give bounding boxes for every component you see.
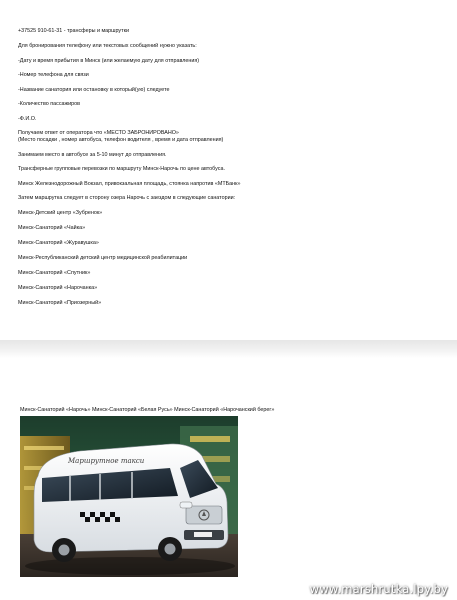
page-divider [0, 340, 457, 358]
transfer-note: Трансферные групповые перевозки по маршруту Минск-Нарочь по цене автобуса. [18, 166, 225, 172]
van-sign-text: Маршрутное такси [68, 457, 145, 465]
sanatorium-caption: Минск-Санаторий «Нарочь» Минск-Санаторий «Белая Русь» Минск-Санаторий «Нарочанский берег» [20, 407, 275, 413]
route-intro: Затем маршрутка следует в сторону озера Нарочь с заездом в следующие санатории: [18, 195, 236, 201]
stop-item: Минск-Санаторий «Приозерный» [18, 300, 102, 306]
stop-item: Минск-Санаторий «Спутник» [18, 270, 91, 276]
phone-line: +37525 910-61-31 - трансферы и маршрутки [18, 28, 129, 34]
departure-point: Минск Железнодорожный Вокзал, привокзальная площадь, стоянка напротив «МТБанк» [18, 181, 241, 187]
requirement-phone: -Номер телефона для связи [18, 72, 89, 78]
stop-item: Минск-Санаторий «Журавушка» [18, 240, 99, 246]
requirement-date: -Дату и время прибытия в Минск (или желаемую дату для отправления) [18, 58, 200, 64]
requirement-sanatorium: -Название санатория или остановку в который(ую) следуете [18, 87, 170, 93]
booking-intro: Для бронирования телефону или текстовых сообщений нужно указать: [18, 43, 197, 49]
boarding-note: Занимаем место в автобусе за 5-10 минут до отправления. [18, 152, 167, 158]
site-watermark: www.marshrutka.lpy.by [309, 582, 448, 596]
stop-item: Минск-Санаторий «Чайка» [18, 225, 86, 231]
operator-reply-details: (Место посадки , номер автобуса, телефон водителя , время и дата отправления) [18, 137, 224, 143]
minibus-photo [20, 416, 238, 577]
requirement-name: -Ф.И.О. [18, 116, 37, 122]
operator-reply: Получаем ответ от оператора что «МЕСТО ЗАБРОНИРОВАНО» [18, 130, 179, 136]
stop-item: Минск-Детский центр «Зубренок» [18, 210, 103, 216]
stop-item: Минск-Республиканский детский центр медицинской реабилитации [18, 255, 188, 261]
requirement-passengers: -Количество пассажиров [18, 101, 81, 107]
stop-item: Минск-Санаторий «Нарочанка» [18, 285, 98, 291]
